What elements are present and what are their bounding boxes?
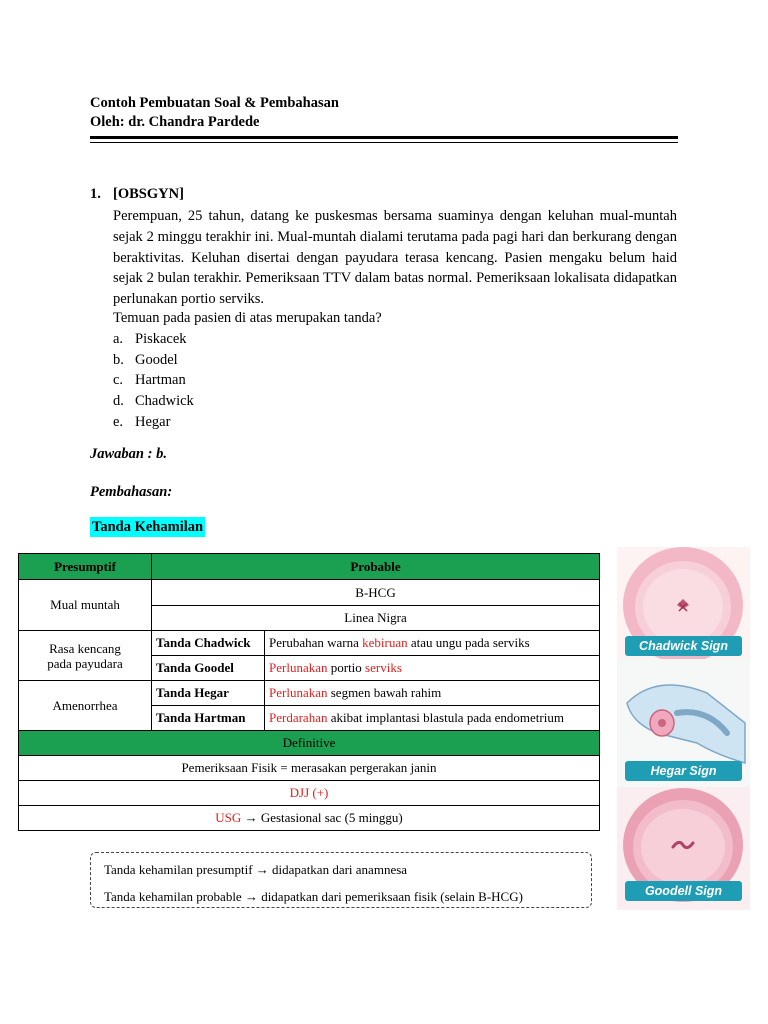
table-row (19, 756, 600, 781)
table-row (19, 631, 600, 656)
answer-options (113, 329, 194, 433)
cell-fisik: Pemeriksaan Fisik = merasakan pergerakan janin (19, 756, 600, 781)
cell-hartman-desc (265, 706, 600, 731)
goodel-desc-mid: portio (327, 660, 366, 675)
header-probable: Probable (152, 554, 600, 580)
note-line2: Tanda kehamilan probable → didapatkan dari pemeriksaan fisik (selain B-HCG) (104, 889, 523, 904)
option-d (113, 391, 194, 412)
option-letter: c. (113, 372, 124, 389)
hegar-desc-red: Perlunakan (269, 685, 328, 700)
cell-usg (19, 806, 600, 831)
table-row (19, 781, 600, 806)
option-b (113, 350, 194, 371)
option-text: Goodel (135, 351, 178, 368)
goodel-desc-red2: serviks (365, 660, 402, 675)
cell-goodel-desc (265, 656, 600, 681)
cell-hegar: Tanda Hegar (152, 681, 265, 706)
hegar-desc-b: segmen bawah rahim (327, 685, 442, 700)
rasa-line2: pada payudara (47, 655, 123, 671)
goodel-desc-red1: Perlunakan (269, 660, 328, 675)
cell-linea: Linea Nigra (152, 606, 600, 631)
sign-illustrations (617, 547, 750, 910)
cell-amenorrhea: Amenorrhea (19, 681, 152, 731)
hartman-desc-red: Perdarahan (269, 710, 328, 725)
chadwick-desc-a: Perubahan warna (269, 635, 363, 650)
chadwick-label: Chadwick Sign (625, 636, 742, 656)
answer-line: Jawaban : b. (90, 446, 167, 462)
rasa-line1: Rasa kencang (49, 640, 121, 656)
header-rule-thick (90, 136, 678, 139)
cell-rasa (19, 631, 152, 681)
chadwick-desc-b: atau ungu pada serviks (407, 635, 530, 650)
option-text: Piskacek (135, 331, 187, 347)
table-row (19, 731, 600, 756)
table-row (19, 681, 600, 706)
question-category: [OBSGYN] (113, 186, 184, 202)
usg-red: USG (215, 810, 242, 825)
cell-hegar-desc (265, 681, 600, 706)
cell-mual: Mual muntah (19, 580, 152, 631)
option-letter: d. (113, 393, 124, 410)
header-presumptif: Presumptif (19, 554, 152, 580)
question-number: 1. (90, 186, 101, 202)
option-e (113, 412, 194, 433)
table-header-row (19, 554, 600, 580)
option-letter: e. (113, 413, 124, 430)
cell-hartman: Tanda Hartman (152, 706, 265, 731)
section-title: Tanda Kehamilan (92, 519, 204, 535)
cell-bhcg: B-HCG (152, 580, 600, 606)
header-definitive: Definitive (19, 731, 600, 756)
cell-chadwick: Tanda Chadwick (152, 631, 265, 656)
option-a (113, 329, 194, 350)
question-ask: Temuan pada pasien di atas merupakan tanda? (113, 310, 382, 326)
hegar-label: Hegar Sign (625, 761, 742, 781)
pregnancy-signs-table (18, 553, 600, 831)
option-text: Hartman (135, 372, 186, 389)
chadwick-desc-red: kebiruan (362, 635, 408, 650)
option-text: Chadwick (135, 393, 194, 410)
table-row (19, 580, 600, 606)
option-c (113, 370, 194, 391)
discussion-heading: Pembahasan: (90, 484, 173, 500)
cell-chadwick-desc (265, 631, 600, 656)
note-box (90, 852, 592, 908)
doc-title: Contoh Pembuatan Soal & Pembahasan (90, 95, 339, 111)
header-rule-thin (90, 142, 678, 143)
cell-djj: DJJ (+) (19, 781, 600, 806)
goodell-label: Goodell Sign (625, 881, 742, 901)
option-text: Hegar (135, 413, 171, 430)
option-letter: a. (113, 331, 124, 347)
usg-b: → Gestasional sac (5 minggu) (241, 810, 403, 825)
cell-goodel: Tanda Goodel (152, 656, 265, 681)
hartman-desc-b: akibat implantasi blastula pada endometrium (327, 710, 564, 725)
note-line1: Tanda kehamilan presumptif → didapatkan dari anamnesa (104, 862, 408, 877)
doc-author: Oleh: dr. Chandra Pardede (90, 114, 260, 130)
table-row (19, 806, 600, 831)
question-body: Perempuan, 25 tahun, datang ke puskesmas bersama suaminya dengan keluhan mual-muntah sejak 2 minggu terakhir ini. Mual-muntah dialami terutama pada pagi hari dan berkurang dengan beraktivitas. Keluhan disertai dengan payudara terasa kencang. Pasien mengaku belum haid sejak 2 bulan terakhir. Pemeriksaan TTV dalam batas normal. Pemeriksaan lokalisata didapatkan perlunakan portio serviks. (113, 208, 677, 308)
option-letter: b. (113, 351, 124, 368)
